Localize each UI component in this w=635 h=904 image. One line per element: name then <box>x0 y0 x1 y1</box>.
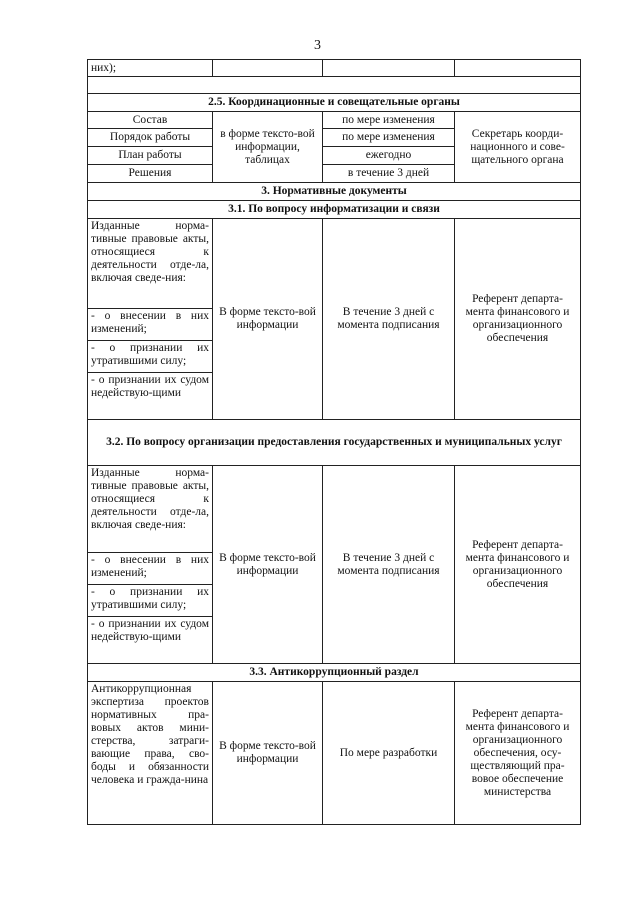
table-row <box>88 466 581 553</box>
sub-item-cell: - о признании их утратившими силу; <box>88 341 213 373</box>
term-cell: по мере изменения <box>323 112 455 129</box>
item-cell: Порядок работы <box>88 129 213 147</box>
form-cell: В форме тексто-вой информации <box>213 466 323 664</box>
responsible-cell: Референт департа-мента финансового и организационного обеспечения <box>455 466 581 664</box>
sub-item-cell: - о внесении в них изменений; <box>88 553 213 585</box>
section-title-3-3: 3.3. Антикоррупционный раздел <box>88 664 581 682</box>
table-row <box>88 77 581 94</box>
responsible-cell: Секретарь коорди-национного и сове-щательного органа <box>455 112 581 183</box>
table-row <box>88 682 581 825</box>
table-row <box>88 112 581 129</box>
term-cell: По мере разработки <box>323 682 455 825</box>
term-cell: в течение 3 дней <box>323 165 455 183</box>
form-cell: в форме тексто-вой информации, таблицах <box>213 112 323 183</box>
responsible-cell: Референт департа-мента финансового и организационного обеспечения <box>455 219 581 420</box>
section-title-3-1: 3.1. По вопросу информатизации и связи <box>88 201 581 219</box>
sub-item-cell: - о признании их утратившими силу; <box>88 585 213 617</box>
item-cell: Состав <box>88 112 213 129</box>
responsible-cell: Референт департа-мента финансового и организационного обеспечения, осу-ществляющий пра-вовое обеспечение министерства <box>455 682 581 825</box>
item-cell: Решения <box>88 165 213 183</box>
form-cell: В форме тексто-вой информации <box>213 682 323 825</box>
term-cell: по мере изменения <box>323 129 455 147</box>
sub-item-cell: - о признании их судом недействую-щими <box>88 617 213 664</box>
term-cell: В течение 3 дней с момента подписания <box>323 466 455 664</box>
section-title-2-5: 2.5. Координационные и совещательные органы <box>88 94 581 112</box>
sub-item-cell: - о внесении в них изменений; <box>88 309 213 341</box>
table-row <box>88 219 581 309</box>
acts-intro-cell: Изданные норма-тивные правовые акты, относящиеся к деятельности отде-ла, включая сведе-ния: <box>88 219 213 309</box>
form-cell: В форме тексто-вой информации <box>213 219 323 420</box>
prev-tail-cell: них); <box>88 60 213 77</box>
item-cell: План работы <box>88 147 213 165</box>
item-cell: Антикоррупционная экспертиза проектов нормативных пра-вовых актов мини-стерства, затраги-вающие права, сво-боды и обязанности человека и гражда-нина <box>88 682 213 825</box>
table-row <box>88 60 581 77</box>
term-cell: В течение 3 дней с момента подписания <box>323 219 455 420</box>
sub-item-cell: - о признании их судом недействую-щими <box>88 373 213 420</box>
term-cell: ежегодно <box>323 147 455 165</box>
page-number: 3 <box>314 38 321 53</box>
section-title-3: 3. Нормативные документы <box>88 183 581 201</box>
information-table <box>87 59 581 825</box>
section-title-3-2: 3.2. По вопросу организации предоставления государственных и муниципальных услуг <box>88 420 581 466</box>
acts-intro-cell: Изданные норма-тивные правовые акты, относящиеся к деятельности отде-ла, включая сведе-ния: <box>88 466 213 553</box>
